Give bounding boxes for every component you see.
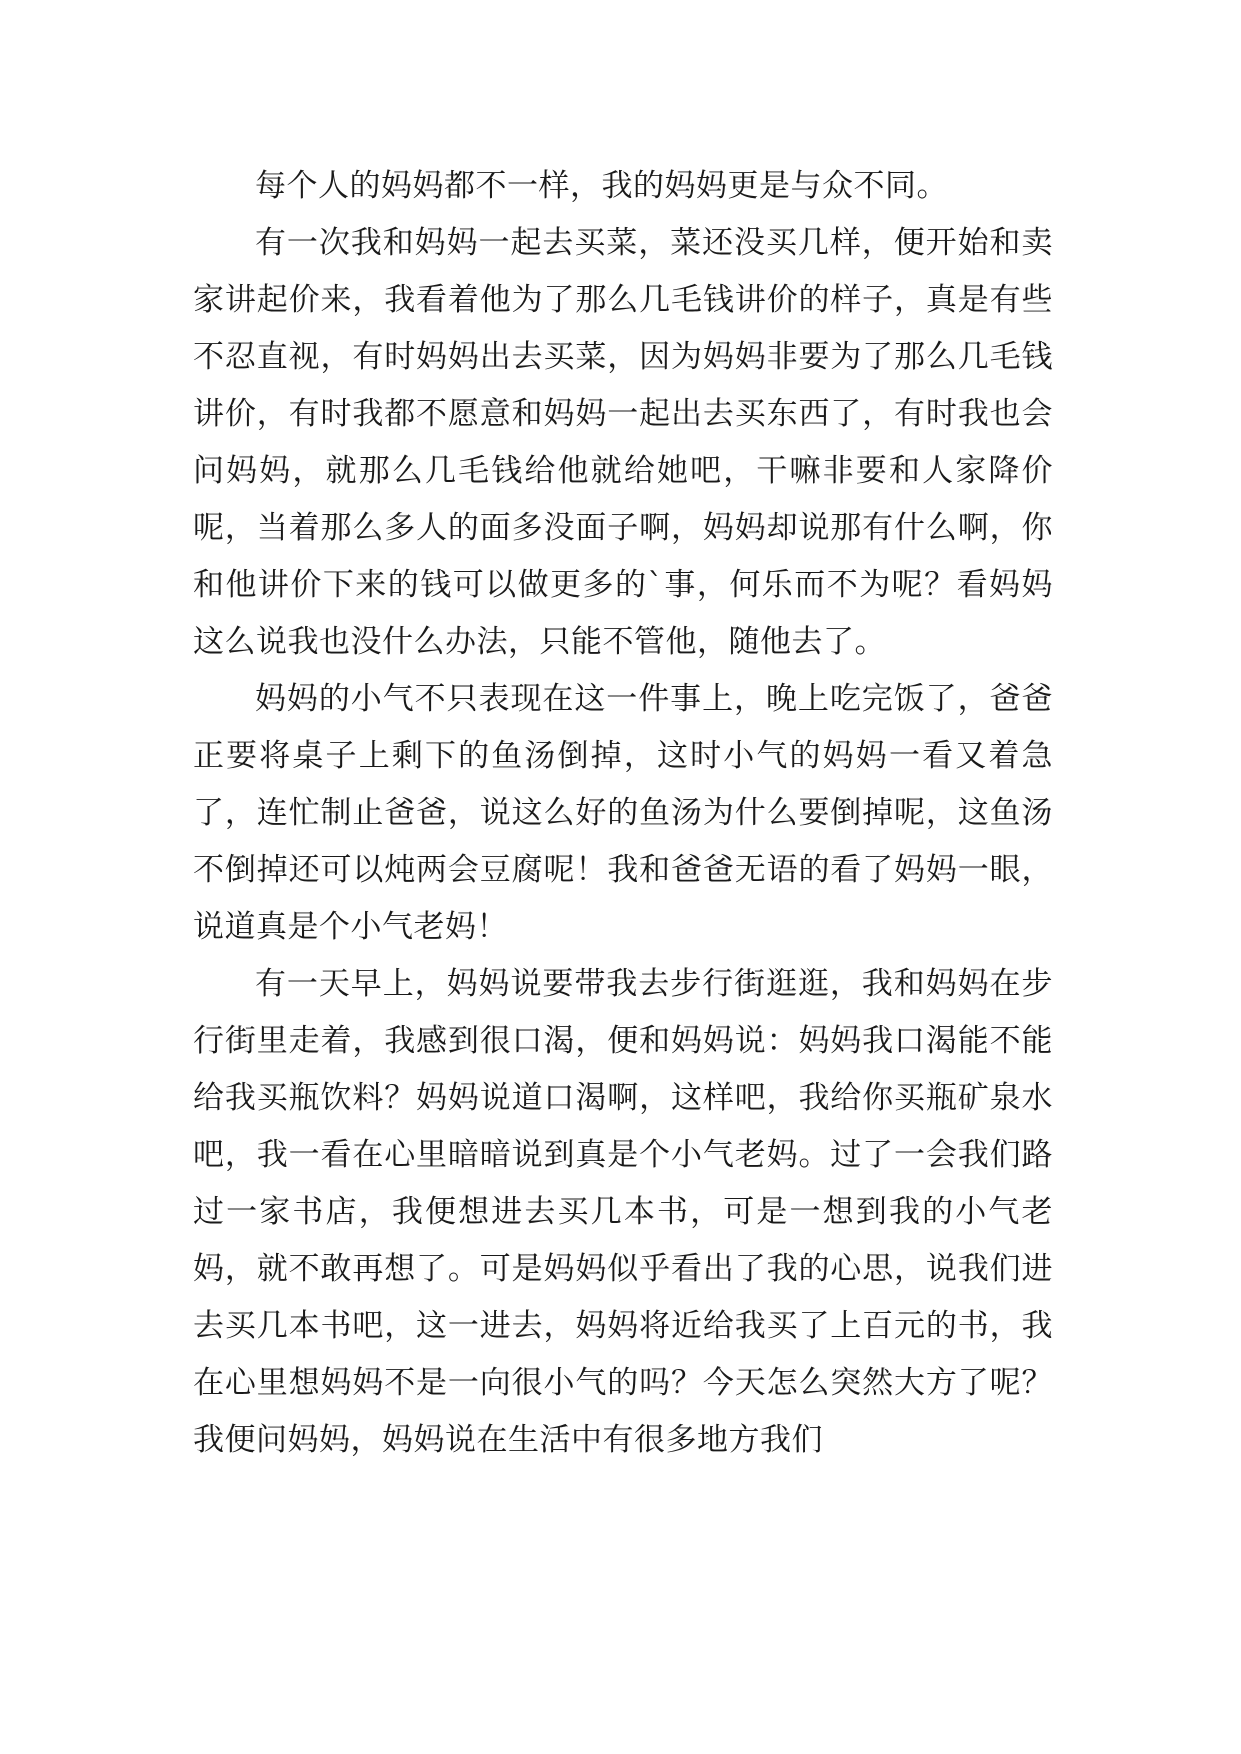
document-page xyxy=(193,158,1053,1469)
paragraph-1: 每个人的妈妈都不一样，我的妈妈更是与众不同。 xyxy=(255,168,948,204)
paragraph-2: 有一次我和妈妈一起去买菜，菜还没买几样，便开始和卖家讲起价来，我看着他为了那么几毛钱讲价的样子，真是有些不忍直视，有时妈妈出去买菜，因为妈妈非要为了那么几毛钱讲价，有时我都不愿意和妈妈一起出去买东西了，有时我也会问妈妈，就那么几毛钱给他就给她吧，干嘛非要和人家降价呢，当着那么多人的面多没面子啊，妈妈却说那有什么啊，你和他讲价下来的钱可以做更多的`事，何乐而不为呢？看妈妈这么说我也没什么办法，只能不管他，随他去了。 xyxy=(193,225,1053,660)
paragraph-4: 有一天早上，妈妈说要带我去步行街逛逛，我和妈妈在步行街里走着，我感到很口渴，便和妈妈说：妈妈我口渴能不能给我买瓶饮料？妈妈说道口渴啊，这样吧，我给你买瓶矿泉水吧，我一看在心里暗暗说到真是个小气老妈。过了一会我们路过一家书店，我便想进去买几本书，可是一想到我的小气老妈，就不敢再想了。可是妈妈似乎看出了我的心思，说我们进去买几本书吧，这一进去，妈妈将近给我买了上百元的书，我在心里想妈妈不是一向很小气的吗？今天怎么突然大方了呢？我便问妈妈，妈妈说在生活中有很多地方我们 xyxy=(193,966,1053,1458)
paragraph-3: 妈妈的小气不只表现在这一件事上，晚上吃完饭了，爸爸正要将桌子上剩下的鱼汤倒掉，这时小气的妈妈一看又着急了，连忙制止爸爸，说这么好的鱼汤为什么要倒掉呢，这鱼汤不倒掉还可以炖两会豆腐呢！我和爸爸无语的看了妈妈一眼，说道真是个小气老妈！ xyxy=(193,681,1053,945)
